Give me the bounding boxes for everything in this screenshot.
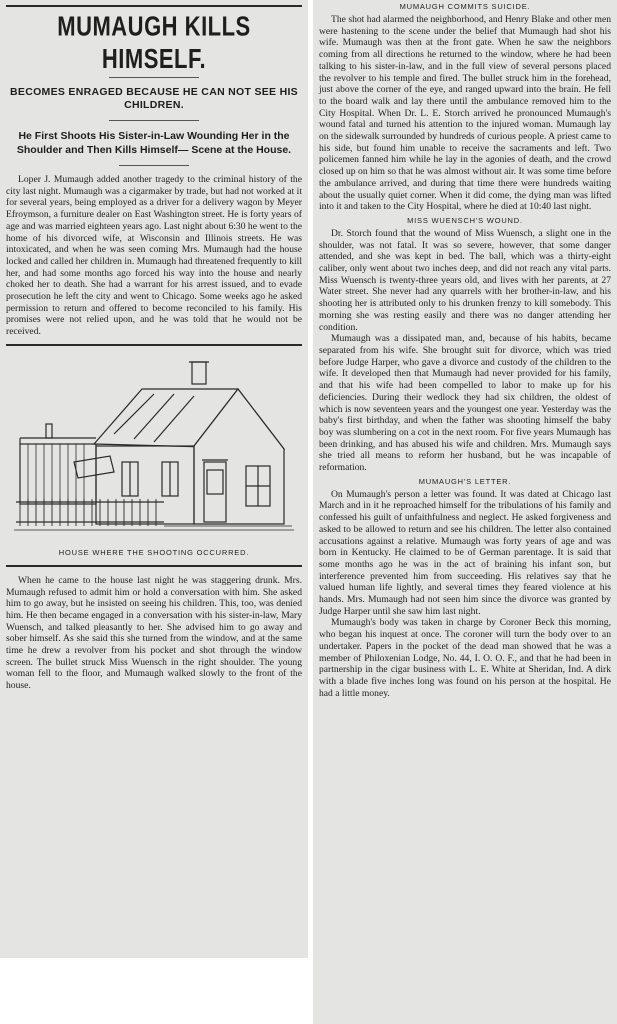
subhead-suicide: MUMAUGH COMMITS SUICIDE.: [399, 2, 531, 11]
article-paragraph-2: When he came to the house last night he was staggering drunk. Mrs. Mumaugh refused to admit him or hold a conversation with him. She asked him to go away, but he insisted on seeing his children. This, too, was denied him. He then became engaged in a conversation with his sister-in-law, Mary Wuensch, and talked pleasantly to her. She advised him to go away and sober himself. As she said this she turned from the window, and at the same time he drew a revolver from his pocket and shot through the window screen. The bullet struck Miss Wuensch in the right shoulder. The young woman fell to the floor, and Mumaugh walked slowly to the front of the house.: [6, 574, 302, 692]
top-rule: [6, 5, 302, 7]
deck-rule: [109, 120, 199, 121]
article-paragraph-7: Mumaugh's body was taken in charge by Coroner Beck this morning, who began his inquest at once. The coroner will turn the body over to an undertaker. Papers in the pocket of the dead man showed that he was a member of Philoxenian Lodge, No. 44, I. O. O. F., and that he had been in partnership in the cigar business with L. E. White at Sheridan, Ind. A dirk with a blade five inches long was found on his person at the hospital. He had a little money.: [319, 617, 611, 699]
article-paragraph-3: The shot had alarmed the neighborhood, and Henry Blake and other men were hastening to the scene under the belief that Mumaugh had shot his wife. Mumaugh was then at the front gate. When he saw the neighbors coming from all directions he returned to the window, where he had been talking to his sister-in-law, and in the full view of several persons placed the revolver to his temple and fired. The bullet struck him in the forehead, just above the corner of the eye, and ranged upward into the brain. He fell to the board walk and lay there until the ambulance removed him to the City Hospital. When Dr. L. E. Storch arrived he pronounced Mumaugh's wound fatal and turned his attention to the injured woman. Mumaugh lay on the sidewalk surrounded by hundreds of curious people. A priest came to his side, but found him unable to receive the sacraments and left. Two policemen fanned him while he lay in the agonies of death, and the crowd closed up on him so that he was almost without air. It was some time before the ambulance arrived, and during that time there were hundreds waiting about the usually quiet corner. When it did come, the dying man was lifted into it and taken to the City Hospital, where he died at 10:40 last night.: [319, 14, 611, 213]
headline: MUMAUGH KILLS HIMSELF.: [57, 10, 251, 75]
article-paragraph-4: Dr. Storch found that the wound of Miss Wuensch, a slight one in the shoulder, was not fatal. It was so severe, however, that some danger attended, and she was kept in bed. The ball, which was a thirty-eight caliber, only went about two inches deep, and did not reach any vital parts. Miss Wuensch is twenty-three years old, and lives with her parents, at 27 Water street. She never had any quarrels with her brother-in-law, and his shooting her is attributed only to his drunken frenzy to kill somebody. This morning she was resting easily and there was no danger attending her condition.: [319, 227, 611, 333]
article-paragraph-6: On Mumaugh's person a letter was found. It was dated at Chicago last March and in it he reproached himself for the tribulations of his family and confessed his guilt of unfaithfulness and neglect. He asked forgiveness and asked to be allowed to return and see his children. The letter also contained accusations against a relative. Mumaugh was forty years of age and was born in Kentucky. He claimed to be of German parentage. It is said that some months ago he was in the act of braining his infant son, but interference prevented him from succeeding. His relatives say that he valued human life lightly, and several times they feared violence at his hands. Mrs. Mumaugh had not seen him since the divorce was granted by Judge Harper until she saw him last night.: [319, 488, 611, 617]
illustration-caption: HOUSE WHERE THE SHOOTING OCCURRED.: [58, 547, 250, 557]
subhead-wound: MISS WUENSCH'S WOUND.: [407, 215, 523, 225]
right-column: [313, 0, 617, 1024]
subhead-letter: MUMAUGH'S LETTER.: [418, 476, 512, 486]
deck-secondary: He First Shoots His Sister-in-Law Wounding Her in the Shoulder and Then Kills Himself— Scene at the House.: [16, 130, 292, 156]
left-column: [0, 0, 308, 958]
deck-primary: BECOMES ENRAGED BECAUSE HE CAN NOT SEE HIS CHILDREN.: [10, 86, 298, 111]
headline-rule: [109, 77, 199, 78]
caption-rule: [6, 565, 302, 567]
house-illustration: [14, 354, 294, 544]
article-paragraph-5: Mumaugh was a dissipated man, and, because of his habits, became separated from his wife. She brought suit for divorce, which was tried before Judge Harper, who gave a divorce and custody of the children to the wife. It developed then that Mumaugh had never provided for his family, and that his wife had been compelled to labor to make up for his deficiencies. During their wedlock they had six children, the oldest of which is now seventeen years and the youngest one year. Yesterday was the baby's first birthday, and when the father was shooting himself the baby boy was slumbering on a cot in the next room. For five years Mumaugh has been drinking, and has abused his wife and children. Mrs. Mumaugh says she tried all means to reform her husband, but he was incapable of reformation.: [319, 333, 611, 474]
article-paragraph-1: Loper J. Mumaugh added another tragedy to the criminal history of the city last night. Mumaugh was a cigarmaker by trade, but had not worked at it for several years, being employed as a driver for a delivery wagon by Meyer Efroymson, a furniture dealer on East Washington street. He is forty years of age and was married eighteen years ago. Last night about 6:30 he went to the home of his divorced wife, at Wisconsin and Illinois streets. He was intoxicated, and when he was seen coming Mrs. Mumaugh had the house locked and called her children in. Mumaugh had threatened frequently to kill her, and had some months ago forced his way into the house and nearly choked her to death. She had a warrant for his arrest issued, and to evade prosecution he left the city and went to Chicago. Some weeks ago he asked permission to return and offered to become reconciled to his family. His promises were not relied upon, and he was told that he would not be received.: [6, 174, 302, 338]
illustration-rule: [6, 344, 302, 346]
deck-rule-2: [119, 165, 189, 166]
